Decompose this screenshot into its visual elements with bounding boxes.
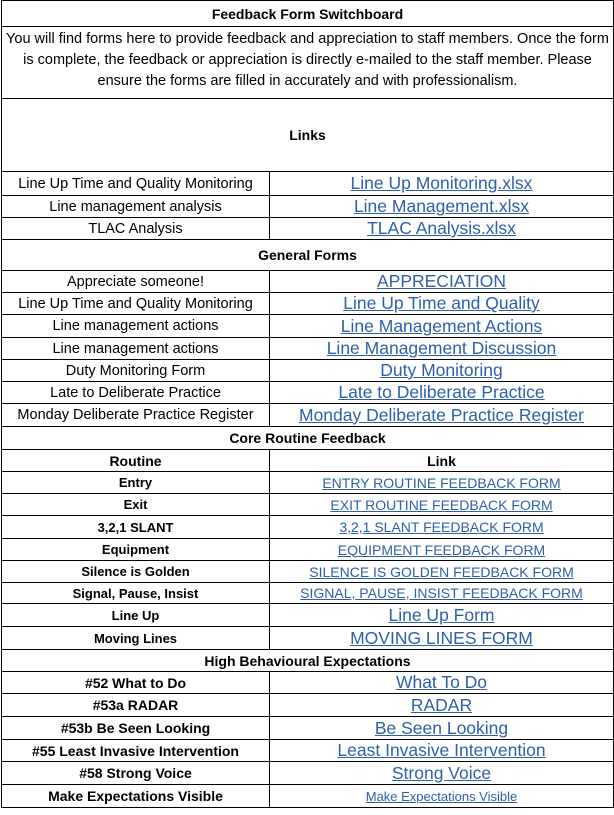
column-header-link: Link xyxy=(270,450,614,472)
section-title-links: Links xyxy=(2,99,614,172)
row-label: #52 What to Do xyxy=(2,672,270,694)
row-label: Line management analysis xyxy=(2,196,270,218)
link-slant-form[interactable]: 3,2,1 SLANT FEEDBACK FORM xyxy=(339,519,544,535)
row-label: Appreciate someone! xyxy=(2,271,270,293)
row-label: Entry xyxy=(2,472,270,494)
link-monday-deliberate-practice-register[interactable]: Monday Deliberate Practice Register xyxy=(299,404,584,425)
row-label: Silence is Golden xyxy=(2,561,270,583)
row-label: TLAC Analysis xyxy=(2,218,270,240)
link-tlac-analysis-xlsx[interactable]: TLAC Analysis.xlsx xyxy=(367,218,516,238)
link-be-seen-looking[interactable]: Be Seen Looking xyxy=(374,717,509,738)
link-equipment-form[interactable]: EQUIPMENT FEEDBACK FORM xyxy=(337,541,546,558)
row-label: #53b Be Seen Looking xyxy=(2,717,270,740)
row-label: Duty Monitoring Form xyxy=(2,360,270,382)
link-least-invasive-intervention[interactable]: Least Invasive Intervention xyxy=(337,740,546,760)
link-line-management-actions[interactable]: Line Management Actions xyxy=(340,315,543,336)
row-label: #53a RADAR xyxy=(2,694,270,717)
link-line-up-monitoring-xlsx[interactable]: Line Up Monitoring.xlsx xyxy=(350,173,533,193)
row-label: Line Up Time and Quality Monitoring xyxy=(2,293,270,315)
link-signal-pause-insist-form[interactable]: SIGNAL, PAUSE, INSIST FEEDBACK FORM xyxy=(300,585,583,601)
link-silence-is-golden-form[interactable]: SILENCE IS GOLDEN FEEDBACK FORM xyxy=(309,563,574,580)
switchboard-table xyxy=(1,0,614,808)
row-label: Line Up xyxy=(2,604,270,627)
link-exit-routine-form[interactable]: EXIT ROUTINE FEEDBACK FORM xyxy=(330,496,553,513)
link-duty-monitoring[interactable]: Duty Monitoring xyxy=(380,360,503,380)
row-label: 3,2,1 SLANT xyxy=(2,516,270,539)
link-line-management-xlsx[interactable]: Line Management.xlsx xyxy=(353,196,530,216)
row-label: Line management actions xyxy=(2,315,270,338)
row-label: #58 Strong Voice xyxy=(2,762,270,785)
row-label: Exit xyxy=(2,494,270,516)
intro-text: You will find forms here to provide feedback and appreciation to staff members. Once the form is complete, the feedback or appreciation is directly e-mailed to the staff member. Please ensure the forms are filled in accurately and with professionalism. xyxy=(2,27,614,99)
link-line-up-form[interactable]: Line Up Form xyxy=(388,604,495,625)
link-what-to-do[interactable]: What To Do xyxy=(395,672,488,692)
section-title-high-behavioural: High Behavioural Expectations xyxy=(2,650,614,672)
link-late-to-deliberate-practice[interactable]: Late to Deliberate Practice xyxy=(338,382,545,402)
link-appreciation[interactable]: APPRECIATION xyxy=(376,271,506,291)
link-moving-lines-form[interactable]: MOVING LINES FORM xyxy=(350,627,533,648)
link-make-expectations-visible[interactable]: Make Expectations Visible xyxy=(365,788,518,804)
row-label: Late to Deliberate Practice xyxy=(2,382,270,404)
row-label: Line Up Time and Quality Monitoring xyxy=(2,172,270,196)
row-label: Moving Lines xyxy=(2,627,270,650)
link-entry-routine-form[interactable]: ENTRY ROUTINE FEEDBACK FORM xyxy=(322,474,561,491)
section-title-core-routine: Core Routine Feedback xyxy=(2,427,614,450)
link-radar[interactable]: RADAR xyxy=(410,694,473,715)
link-line-up-time-quality[interactable]: Line Up Time and Quality xyxy=(343,293,540,313)
link-strong-voice[interactable]: Strong Voice xyxy=(391,762,492,783)
row-label: Monday Deliberate Practice Register xyxy=(2,404,270,427)
row-label: Equipment xyxy=(2,539,270,561)
row-label: Make Expectations Visible xyxy=(2,785,270,808)
page-title: Feedback Form Switchboard xyxy=(2,1,614,27)
section-title-general-forms: General Forms xyxy=(2,240,614,271)
row-label: Line management actions xyxy=(2,338,270,360)
column-header-routine: Routine xyxy=(2,450,270,472)
link-line-management-discussion[interactable]: Line Management Discussion xyxy=(326,338,557,358)
row-label: #55 Least Invasive Intervention xyxy=(2,740,270,762)
row-label: Signal, Pause, Insist xyxy=(2,583,270,604)
